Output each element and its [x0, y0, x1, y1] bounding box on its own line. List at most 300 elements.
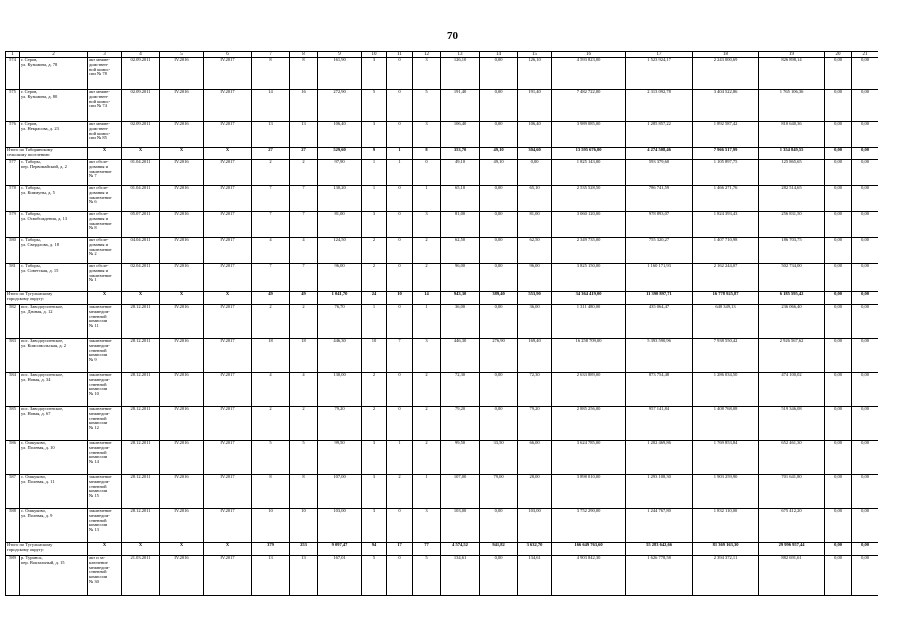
table-cell: IV.2016	[160, 212, 204, 238]
column-number: 19	[759, 52, 825, 58]
table-cell: 576	[6, 122, 20, 148]
table-cell: 36,00	[441, 305, 480, 339]
table-cell: 1 824 393,43	[693, 212, 759, 238]
table-cell: 0,00	[480, 407, 518, 441]
table-row	[6, 122, 879, 148]
table-cell: 2	[413, 407, 441, 441]
table-cell: 0,00	[480, 373, 518, 407]
table-cell: 28.12.2011	[122, 407, 160, 441]
table-cell: IV.2016	[160, 58, 204, 90]
table-cell: IV.2016	[160, 305, 204, 339]
subtotal-cell: 49,10	[480, 148, 518, 160]
table-cell: заключение межведом- ственной комиссии № 9	[88, 339, 122, 373]
column-number: 14	[480, 52, 518, 58]
table-cell: 0,00	[825, 407, 852, 441]
table-cell: 81,00	[441, 212, 480, 238]
column-number: 8	[290, 52, 318, 58]
table-cell: 593 379,60	[626, 160, 693, 186]
subtotal-cell: 253	[290, 543, 318, 556]
subtotal-cell: X	[160, 543, 204, 556]
subtotal-cell: 27	[252, 148, 290, 160]
table-cell: 191,40	[441, 90, 480, 122]
table-cell: 0,00	[852, 122, 879, 148]
table-cell: 0,00	[852, 475, 879, 509]
table-cell: IV.2016	[160, 509, 204, 543]
table-cell: 5	[362, 556, 387, 596]
table-cell: 0	[387, 90, 413, 122]
table-cell: 4 903 842,30	[552, 556, 626, 596]
table-cell: акт межве- домствен- ной комис- сии № 74	[88, 90, 122, 122]
table-cell: 7	[290, 186, 318, 212]
table-cell: 13	[290, 556, 318, 596]
table-cell: 4	[290, 373, 318, 407]
table-cell: 130,00	[318, 373, 362, 407]
table-cell: 474 100,02	[759, 373, 825, 407]
table-cell: 0	[387, 264, 413, 292]
table-cell: 02.09.2011	[122, 90, 160, 122]
table-cell: 126,10	[518, 58, 552, 90]
table-cell: 1	[362, 160, 387, 186]
table-cell: IV.2017	[204, 373, 252, 407]
table-cell: IV.2017	[204, 90, 252, 122]
table-cell: 0,00	[825, 475, 852, 509]
table-cell: 05.07.2011	[122, 212, 160, 238]
table-cell: 587	[6, 475, 20, 509]
table-cell: 0,00	[852, 212, 879, 238]
table-cell: 0,00	[852, 58, 879, 90]
table-cell: 1 626 778,58	[626, 556, 693, 596]
table-cell: 3	[362, 509, 387, 543]
subtotal-cell: 304,60	[518, 148, 552, 160]
table-cell: акт обсле- дования и заключение № 7	[88, 160, 122, 186]
table-cell: 0,00	[825, 238, 852, 264]
table-cell: 134,61	[441, 556, 480, 596]
table-cell: IV.2016	[160, 407, 204, 441]
table-cell: пос. Заводоуспенское, ул. Дачная, д. 12	[20, 305, 88, 339]
table-cell: 519 346,08	[759, 407, 825, 441]
table-cell: акт межве- домствен- ной комис- сии № 85	[88, 122, 122, 148]
table-cell: 21.03.2011	[122, 556, 160, 596]
table-cell: 62,50	[518, 238, 552, 264]
table-cell: 0,00	[852, 441, 879, 475]
subtotal-row	[6, 292, 879, 305]
table-cell: 2	[387, 475, 413, 509]
column-number: 10	[362, 52, 387, 58]
table-cell: акт обсле- дования и заключение № 8	[88, 212, 122, 238]
subtotal-cell: 11 390 897,71	[626, 292, 693, 305]
table-cell: 36,00	[518, 305, 552, 339]
table-cell: 3	[413, 509, 441, 543]
table-cell: пос. Заводоуспенское, ул. Новая, д. 34	[20, 373, 88, 407]
subtotal-cell: X	[160, 292, 204, 305]
subtotal-cell: 553,90	[518, 292, 552, 305]
table-cell: 589	[6, 556, 20, 596]
subtotal-cell: 34 364 419,00	[552, 292, 626, 305]
table-cell: 167,01	[318, 556, 362, 596]
table-cell: 2	[362, 407, 387, 441]
table-cell: 2 162 244,07	[693, 264, 759, 292]
table-cell: 169,40	[518, 339, 552, 373]
subtotal-cell: X	[122, 148, 160, 160]
subtotal-row	[6, 543, 879, 556]
table-cell: 161,90	[318, 58, 362, 90]
table-cell: 2	[290, 160, 318, 186]
table-cell: 1	[413, 475, 441, 509]
table-cell: 0,00	[852, 556, 879, 596]
table-cell: 0,00	[852, 305, 879, 339]
table-cell: 3	[413, 122, 441, 148]
table-cell: 8	[290, 475, 318, 509]
table-cell: 0	[387, 122, 413, 148]
column-number: 11	[387, 52, 413, 58]
table-row	[6, 58, 879, 90]
table-cell: 1	[413, 305, 441, 339]
subtotal-cell: 81 369 163,30	[693, 543, 759, 556]
table-cell: пос. Заводоуспенское, ул. Комсомольская, д. 2	[20, 339, 88, 373]
table-cell: 5	[413, 90, 441, 122]
table-cell: 7	[387, 339, 413, 373]
table-row	[6, 212, 879, 238]
table-cell: заключение межведом- ственной комиссии № 10	[88, 373, 122, 407]
table-cell: 1	[387, 160, 413, 186]
column-number: 16	[552, 52, 626, 58]
table-cell: 49,10	[441, 160, 480, 186]
table-cell: 0,00	[518, 160, 552, 186]
table-cell: 0	[387, 373, 413, 407]
table-cell: 5 393 590,96	[626, 339, 693, 373]
column-number: 4	[122, 52, 160, 58]
table-cell: 97,90	[318, 160, 362, 186]
table-cell: 10	[362, 339, 387, 373]
subtotal-cell: X	[88, 148, 122, 160]
table-cell: 10	[252, 509, 290, 543]
table-cell: 106,40	[441, 122, 480, 148]
table-cell: г. Серов, ул. Некрасова, д. 23	[20, 122, 88, 148]
table-cell: с. Таборы, ул. Коммуны, д. 5	[20, 186, 88, 212]
table-cell: 7 938 550,42	[693, 339, 759, 373]
table-cell: 79,20	[441, 407, 480, 441]
table-cell: 582	[6, 305, 20, 339]
table-cell: 0	[387, 212, 413, 238]
table-cell: 2	[252, 160, 290, 186]
table-cell: акт обсле- дования и заключение № 6	[88, 186, 122, 212]
table-cell: IV.2017	[204, 212, 252, 238]
table-cell: акт обсле- дования и заключение № 1	[88, 264, 122, 292]
subtotal-cell: 14	[413, 292, 441, 305]
table-cell: 272,90	[318, 90, 362, 122]
table-cell: 4	[252, 238, 290, 264]
table-cell: 978 893,07	[626, 212, 693, 238]
table-cell: 578	[6, 186, 20, 212]
table-cell: с. Ошкуково, ул. Полевая, д. 9	[20, 509, 88, 543]
table-cell: 49,10	[480, 160, 518, 186]
table-cell: 1 466 271,76	[693, 186, 759, 212]
table-cell: 125 865,65	[759, 160, 825, 186]
table-cell: г. Серов, ул. Кузьмина, д. 80	[20, 90, 88, 122]
table-cell: 0,00	[825, 556, 852, 596]
table-cell: IV.2016	[160, 556, 204, 596]
subtotal-cell: 0,00	[852, 543, 879, 556]
subtotal-cell: 94	[362, 543, 387, 556]
table-cell: 65,10	[441, 186, 480, 212]
table-cell: 3	[362, 122, 387, 148]
table-cell: 7	[252, 212, 290, 238]
table-cell: 106,40	[318, 122, 362, 148]
table-cell: 2	[413, 441, 441, 475]
table-cell: 640 349,13	[693, 305, 759, 339]
table-cell: 3 624 785,00	[552, 441, 626, 475]
table-row	[6, 373, 879, 407]
table-cell: 826 898,14	[759, 58, 825, 90]
table-cell: с. Таборы, пер. Первомайский, д. 2	[20, 160, 88, 186]
table-cell: 72,30	[441, 373, 480, 407]
table-cell: 103,00	[518, 509, 552, 543]
table-cell: акт и за- ключение межведом- ственной комиссии № 30	[88, 556, 122, 596]
table-cell: IV.2017	[204, 122, 252, 148]
table-cell: 62,50	[441, 238, 480, 264]
table-cell: 0	[387, 556, 413, 596]
table-cell: 581	[6, 264, 20, 292]
table-cell: 675 412,20	[759, 509, 825, 543]
subtotal-cell: X	[122, 292, 160, 305]
subtotal-cell: 16 778 925,87	[693, 292, 759, 305]
table-cell: IV.2016	[160, 441, 204, 475]
subtotal-cell: 4 274 508,46	[626, 148, 693, 160]
table-cell: заключение межведом- ственной комиссии № 11	[88, 305, 122, 339]
table-cell: с. Таборы, ул. Освобождения, д. 13	[20, 212, 88, 238]
table-cell: 65,10	[518, 186, 552, 212]
table-cell: 0,00	[852, 509, 879, 543]
table-cell: 0,00	[852, 339, 879, 373]
table-cell: 0,00	[825, 122, 852, 148]
table-cell: 585	[6, 407, 20, 441]
subtotal-cell: 6 185 595,42	[759, 292, 825, 305]
table-cell: 586	[6, 441, 20, 475]
subtotal-cell: 0,00	[825, 292, 852, 305]
table-cell: 3 825 150,00	[552, 264, 626, 292]
table-row	[6, 186, 879, 212]
subtotal-row	[6, 148, 879, 160]
table-cell: 577	[6, 160, 20, 186]
table-cell: 2 243 000,69	[693, 58, 759, 90]
subtotal-cell: 7 966 517,99	[693, 148, 759, 160]
table-cell: 1 825 143,00	[552, 160, 626, 186]
subtotal-cell: 8	[413, 148, 441, 160]
table-cell: 99,50	[318, 441, 362, 475]
table-cell: 7	[290, 212, 318, 238]
table-cell: 79,20	[318, 407, 362, 441]
table-cell: 33,50	[480, 441, 518, 475]
table-cell: 96,00	[441, 264, 480, 292]
column-number: 20	[825, 52, 852, 58]
page-number: 70	[447, 30, 458, 42]
table-cell: 0,00	[480, 186, 518, 212]
table-cell: 18	[290, 339, 318, 373]
subtotal-cell: 4 574,52	[441, 543, 480, 556]
subtotal-cell: 77	[413, 543, 441, 556]
table-cell: 8	[252, 58, 290, 90]
table-cell: 588	[6, 509, 20, 543]
table-cell: 1	[362, 305, 387, 339]
table-cell: 3 898 010,00	[552, 475, 626, 509]
table-cell: 28.12.2011	[122, 305, 160, 339]
table-cell: 1 311 480,00	[552, 305, 626, 339]
table-cell: 873 754,48	[626, 373, 693, 407]
subtotal-cell: 10	[387, 292, 413, 305]
table-cell: IV.2016	[160, 373, 204, 407]
subtotal-cell: X	[204, 543, 252, 556]
subtotal-label: Итого по Тугульмскому городскому округу:	[6, 543, 88, 556]
table-cell: 3 060 120,00	[552, 212, 626, 238]
subtotal-cell: 1	[387, 148, 413, 160]
table-cell: 502 734,00	[759, 264, 825, 292]
table-cell: IV.2017	[204, 509, 252, 543]
subtotal-cell: 9	[362, 148, 387, 160]
table-cell: 0	[387, 407, 413, 441]
table-cell: 13	[290, 122, 318, 148]
table-cell: 0,00	[852, 238, 879, 264]
table-cell: 1 160 171,93	[626, 264, 693, 292]
table-cell: IV.2017	[204, 556, 252, 596]
table-cell: IV.2016	[160, 122, 204, 148]
subtotal-cell: 0,00	[825, 148, 852, 160]
table-cell: 3	[413, 339, 441, 373]
table-cell: 3	[413, 212, 441, 238]
table-cell: 236 066,40	[759, 305, 825, 339]
table-row	[6, 238, 879, 264]
column-number: 5	[160, 52, 204, 58]
table-cell: 0,00	[825, 441, 852, 475]
table-cell: 103,00	[318, 509, 362, 543]
table-cell: заключение межведом- ственной комиссии № 14	[88, 441, 122, 475]
table-cell: 3 989 085,00	[552, 122, 626, 148]
table-cell: IV.2017	[204, 339, 252, 373]
table-cell: 16	[290, 90, 318, 122]
table-cell: 1 105 897,75	[693, 160, 759, 186]
subtotal-cell: X	[204, 148, 252, 160]
table-cell: пос. Заводоуспенское, ул. Новая, д. 67	[20, 407, 88, 441]
subtotal-cell: X	[88, 543, 122, 556]
table-cell: 583	[6, 339, 20, 373]
table-cell: 66,00	[518, 441, 552, 475]
table-cell: 0	[387, 509, 413, 543]
table-cell: 0,00	[852, 373, 879, 407]
table-cell: 4 593 823,00	[552, 58, 626, 90]
table-cell: 0,00	[825, 509, 852, 543]
table-cell: IV.2016	[160, 264, 204, 292]
column-number: 7	[252, 52, 290, 58]
table-cell: 2 349 735,00	[552, 238, 626, 264]
table-cell: 4	[290, 238, 318, 264]
table-cell: 3 404 522,86	[693, 90, 759, 122]
table-cell: 1 202 469,86	[626, 441, 693, 475]
table-cell: 256 831,50	[759, 212, 825, 238]
table-cell: 126,10	[441, 58, 480, 90]
table-cell: 2	[290, 407, 318, 441]
table-cell: 0,00	[480, 556, 518, 596]
table-cell: 107,00	[318, 475, 362, 509]
subtotal-cell: X	[204, 292, 252, 305]
table-cell: 28.12.2011	[122, 509, 160, 543]
subtotal-cell: X	[122, 543, 160, 556]
subtotal-cell: 27	[290, 148, 318, 160]
table-cell: 1	[362, 186, 387, 212]
column-number: 9	[318, 52, 362, 58]
table-cell: IV.2016	[160, 186, 204, 212]
table-cell: 134,61	[518, 556, 552, 596]
table-cell: 0,00	[852, 264, 879, 292]
table-cell: IV.2017	[204, 407, 252, 441]
table-row	[6, 305, 879, 339]
subtotal-label: Итого по Тугульмскому городскому округу:	[6, 292, 88, 305]
table-cell: 1 293 108,30	[626, 475, 693, 509]
table-cell: 435 064,47	[626, 305, 693, 339]
table-cell: 01.04.2011	[122, 160, 160, 186]
table-cell: 2	[252, 305, 290, 339]
table-cell: IV.2016	[160, 339, 204, 373]
table-cell: IV.2017	[204, 160, 252, 186]
table-cell: 1 408 768,08	[693, 407, 759, 441]
table-cell: 0,00	[852, 160, 879, 186]
table-cell: 574	[6, 58, 20, 90]
table-cell: 0	[387, 186, 413, 212]
table-cell: 2 313 092,78	[626, 90, 693, 122]
table-cell: 446,30	[318, 339, 362, 373]
table-cell: 584	[6, 373, 20, 407]
table-cell: 0,00	[480, 90, 518, 122]
table-cell: 28.12.2011	[122, 373, 160, 407]
table-cell: 28.12.2011	[122, 339, 160, 373]
table-cell: 0,00	[825, 90, 852, 122]
table-cell: 2	[362, 373, 387, 407]
table-cell: 3 752 290,00	[552, 509, 626, 543]
table-row	[6, 264, 879, 292]
table-cell: 0,00	[825, 212, 852, 238]
table-cell: 7	[252, 264, 290, 292]
subtotal-cell: 24	[362, 292, 387, 305]
subtotal-cell: 13 595 676,00	[552, 148, 626, 160]
table-cell: 0,00	[825, 160, 852, 186]
table-cell: 446,30	[441, 339, 480, 373]
subtotal-cell: 166 649 763,60	[552, 543, 626, 556]
table-cell: с. Таборы, ул. Советская, д. 15	[20, 264, 88, 292]
table-cell: 701 641,80	[759, 475, 825, 509]
table-row	[6, 160, 879, 186]
table-cell: 02.09.2011	[122, 122, 160, 148]
table-cell: 2	[413, 264, 441, 292]
table-cell: акт межве- домствен- ной комис- сии № 78	[88, 58, 122, 90]
column-number: 6	[204, 52, 252, 58]
table-cell: 18	[252, 339, 290, 373]
subtotal-cell: 49	[290, 292, 318, 305]
table-cell: 2	[362, 238, 387, 264]
table-cell: 652 461,30	[759, 441, 825, 475]
housing-resettlement-table	[5, 51, 878, 596]
table-cell: акт обсле- дования и заключение № 2	[88, 238, 122, 264]
subtotal-cell: X	[88, 292, 122, 305]
table-cell: 810 640,36	[759, 122, 825, 148]
table-cell: 04.04.2011	[122, 238, 160, 264]
subtotal-cell: 379	[252, 543, 290, 556]
table-cell: 1 286 034,50	[693, 373, 759, 407]
table-row	[6, 475, 879, 509]
table-cell: 3	[362, 475, 387, 509]
table-cell: 28.12.2011	[122, 475, 160, 509]
table-cell: 106,40	[518, 122, 552, 148]
table-cell: заключение межведом- ственной комиссии № 15	[88, 475, 122, 509]
table-cell: 2	[362, 264, 387, 292]
table-cell: 0,00	[480, 122, 518, 148]
